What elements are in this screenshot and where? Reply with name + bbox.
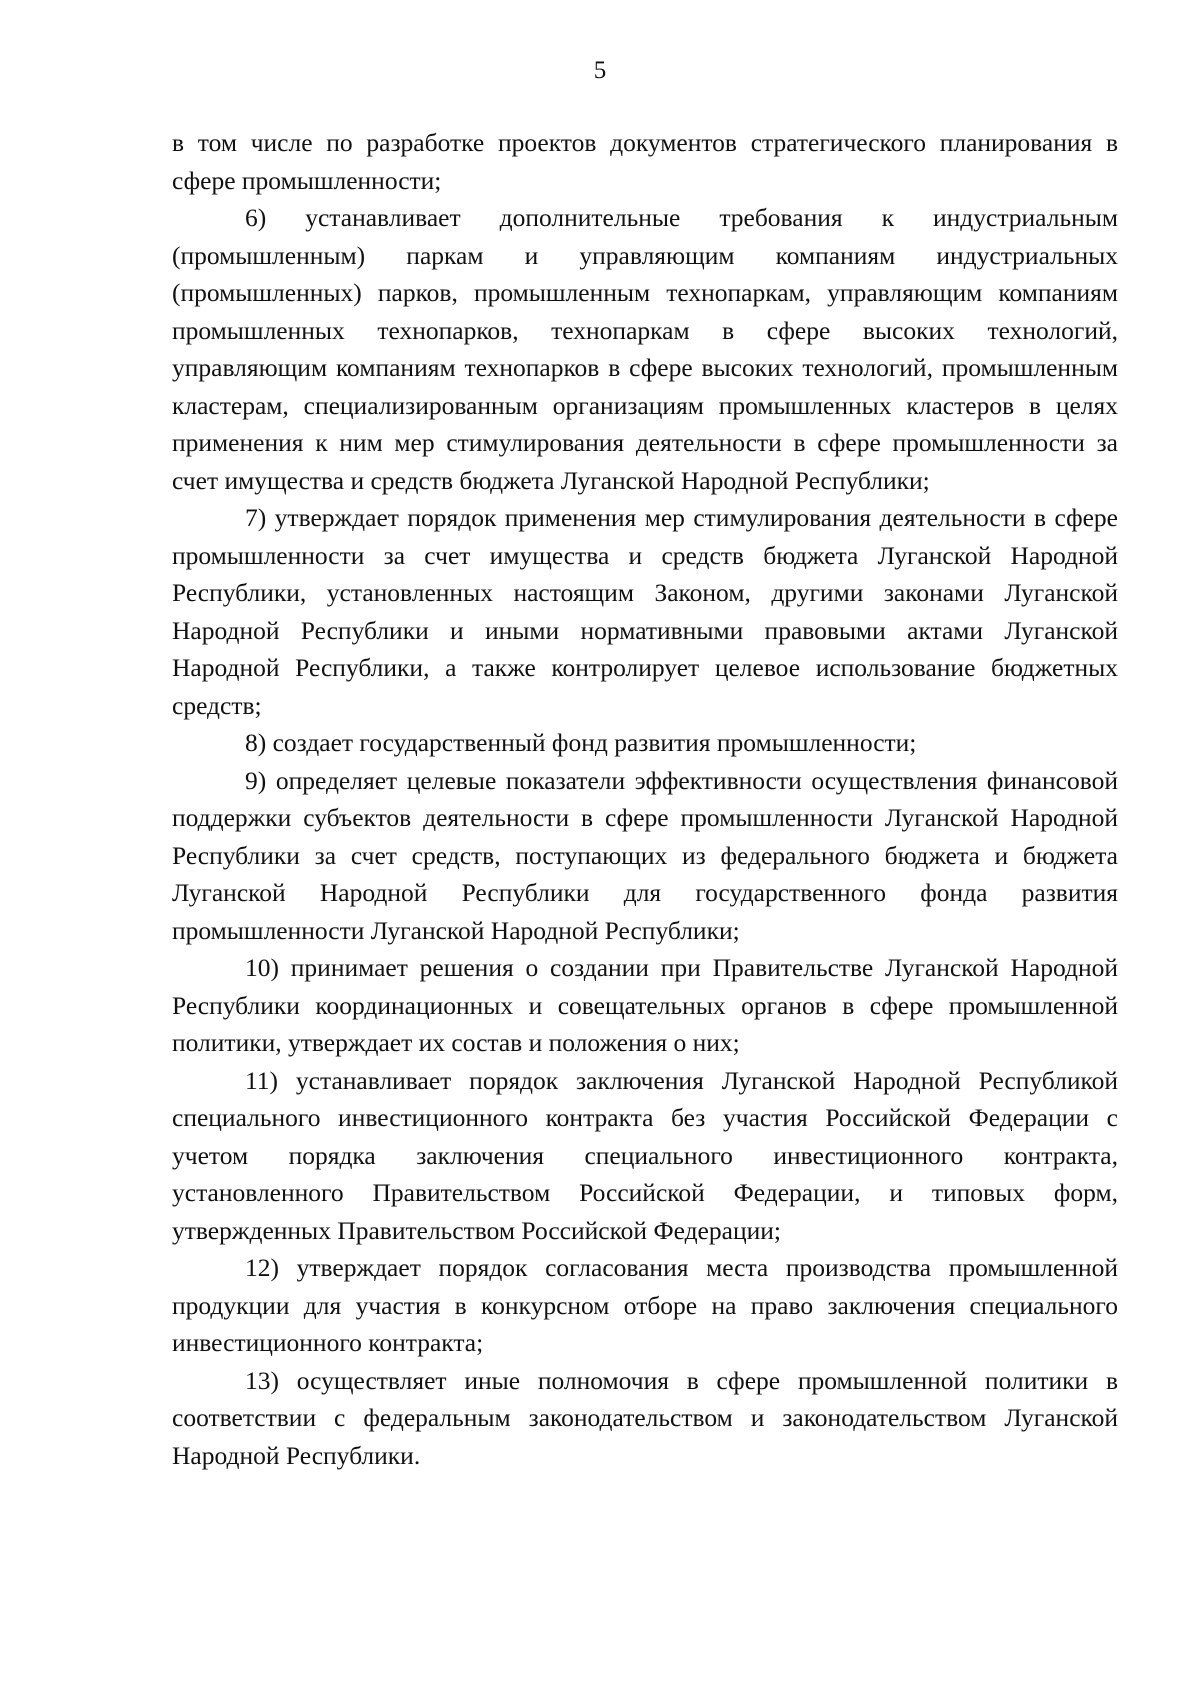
paragraph-item-13: 13) осуществляет иные полномочия в сфере промышленной политики в соответствии с федеральным законодательством и законодательством Луганской Народной Республики. [172,1365,1118,1470]
page-number: 5 [593,57,607,84]
paragraph-item-7: 7) утверждает порядок применения мер стимулирования деятельности в сфере промышленности за счет имущества и средств бюджета Луганской Народной Республики, установленных настоящим Законом, другими законами Луганской Народной Республики и иными нормативными правовыми актами Луганской Народной Республики, а также контролирует целевое использование бюджетных средств; [172,503,1118,720]
document-body [172,124,1118,1474]
paragraph-item-10: 10) принимает решения о создании при Правительстве Луганской Народной Республики координационных и совещательных органов в сфере промышленной политики, утверждает их состав и положения о них; [172,953,1118,1057]
paragraph-item-6: 6) устанавливает дополнительные требования к индустриальным (промышленным) паркам и управляющим компаниям индустриальных (промышленных) парков, промышленным технопаркам, управляющим компаниям промышленных технопарков, технопаркам в сфере высоких технологий, управляющим компаниям технопарков в сфере высоких технологий, промышленным кластерам, специализированным организациям промышленных кластеров в целях применения к ним мер стимулирования деятельности в сфере промышленности за счет имущества и средств бюджета Луганской Народной Республики; [172,203,1118,495]
paragraph-continuation: в том числе по разработке проектов документов стратегического планирования в сфере промышленности; [172,128,1118,195]
paragraph-item-11: 11) устанавливает порядок заключения Луганской Народной Республикой специального инвестиционного контракта без участия Российской Федерации с учетом порядка заключения специального инвестиционного контракта, установленного Правительством Российской Федерации, и типовых форм, утвержденных Правительством Российской Федерации; [172,1065,1118,1245]
paragraph-item-8: 8) создает государственный фонд развития промышленности; [245,728,917,757]
paragraph-item-12: 12) утверждает порядок согласования места производства промышленной продукции для участия в конкурсном отборе на право заключения специального инвестиционного контракта; [172,1253,1118,1357]
paragraph-item-9: 9) определяет целевые показатели эффективности осуществления финансовой поддержки субъектов деятельности в сфере промышленности Луганской Народной Республики за счет средств, поступающих из федерального бюджета и бюджета Луганской Народной Республики для государственного фонда развития промышленности Луганской Народной Республики; [172,765,1118,945]
